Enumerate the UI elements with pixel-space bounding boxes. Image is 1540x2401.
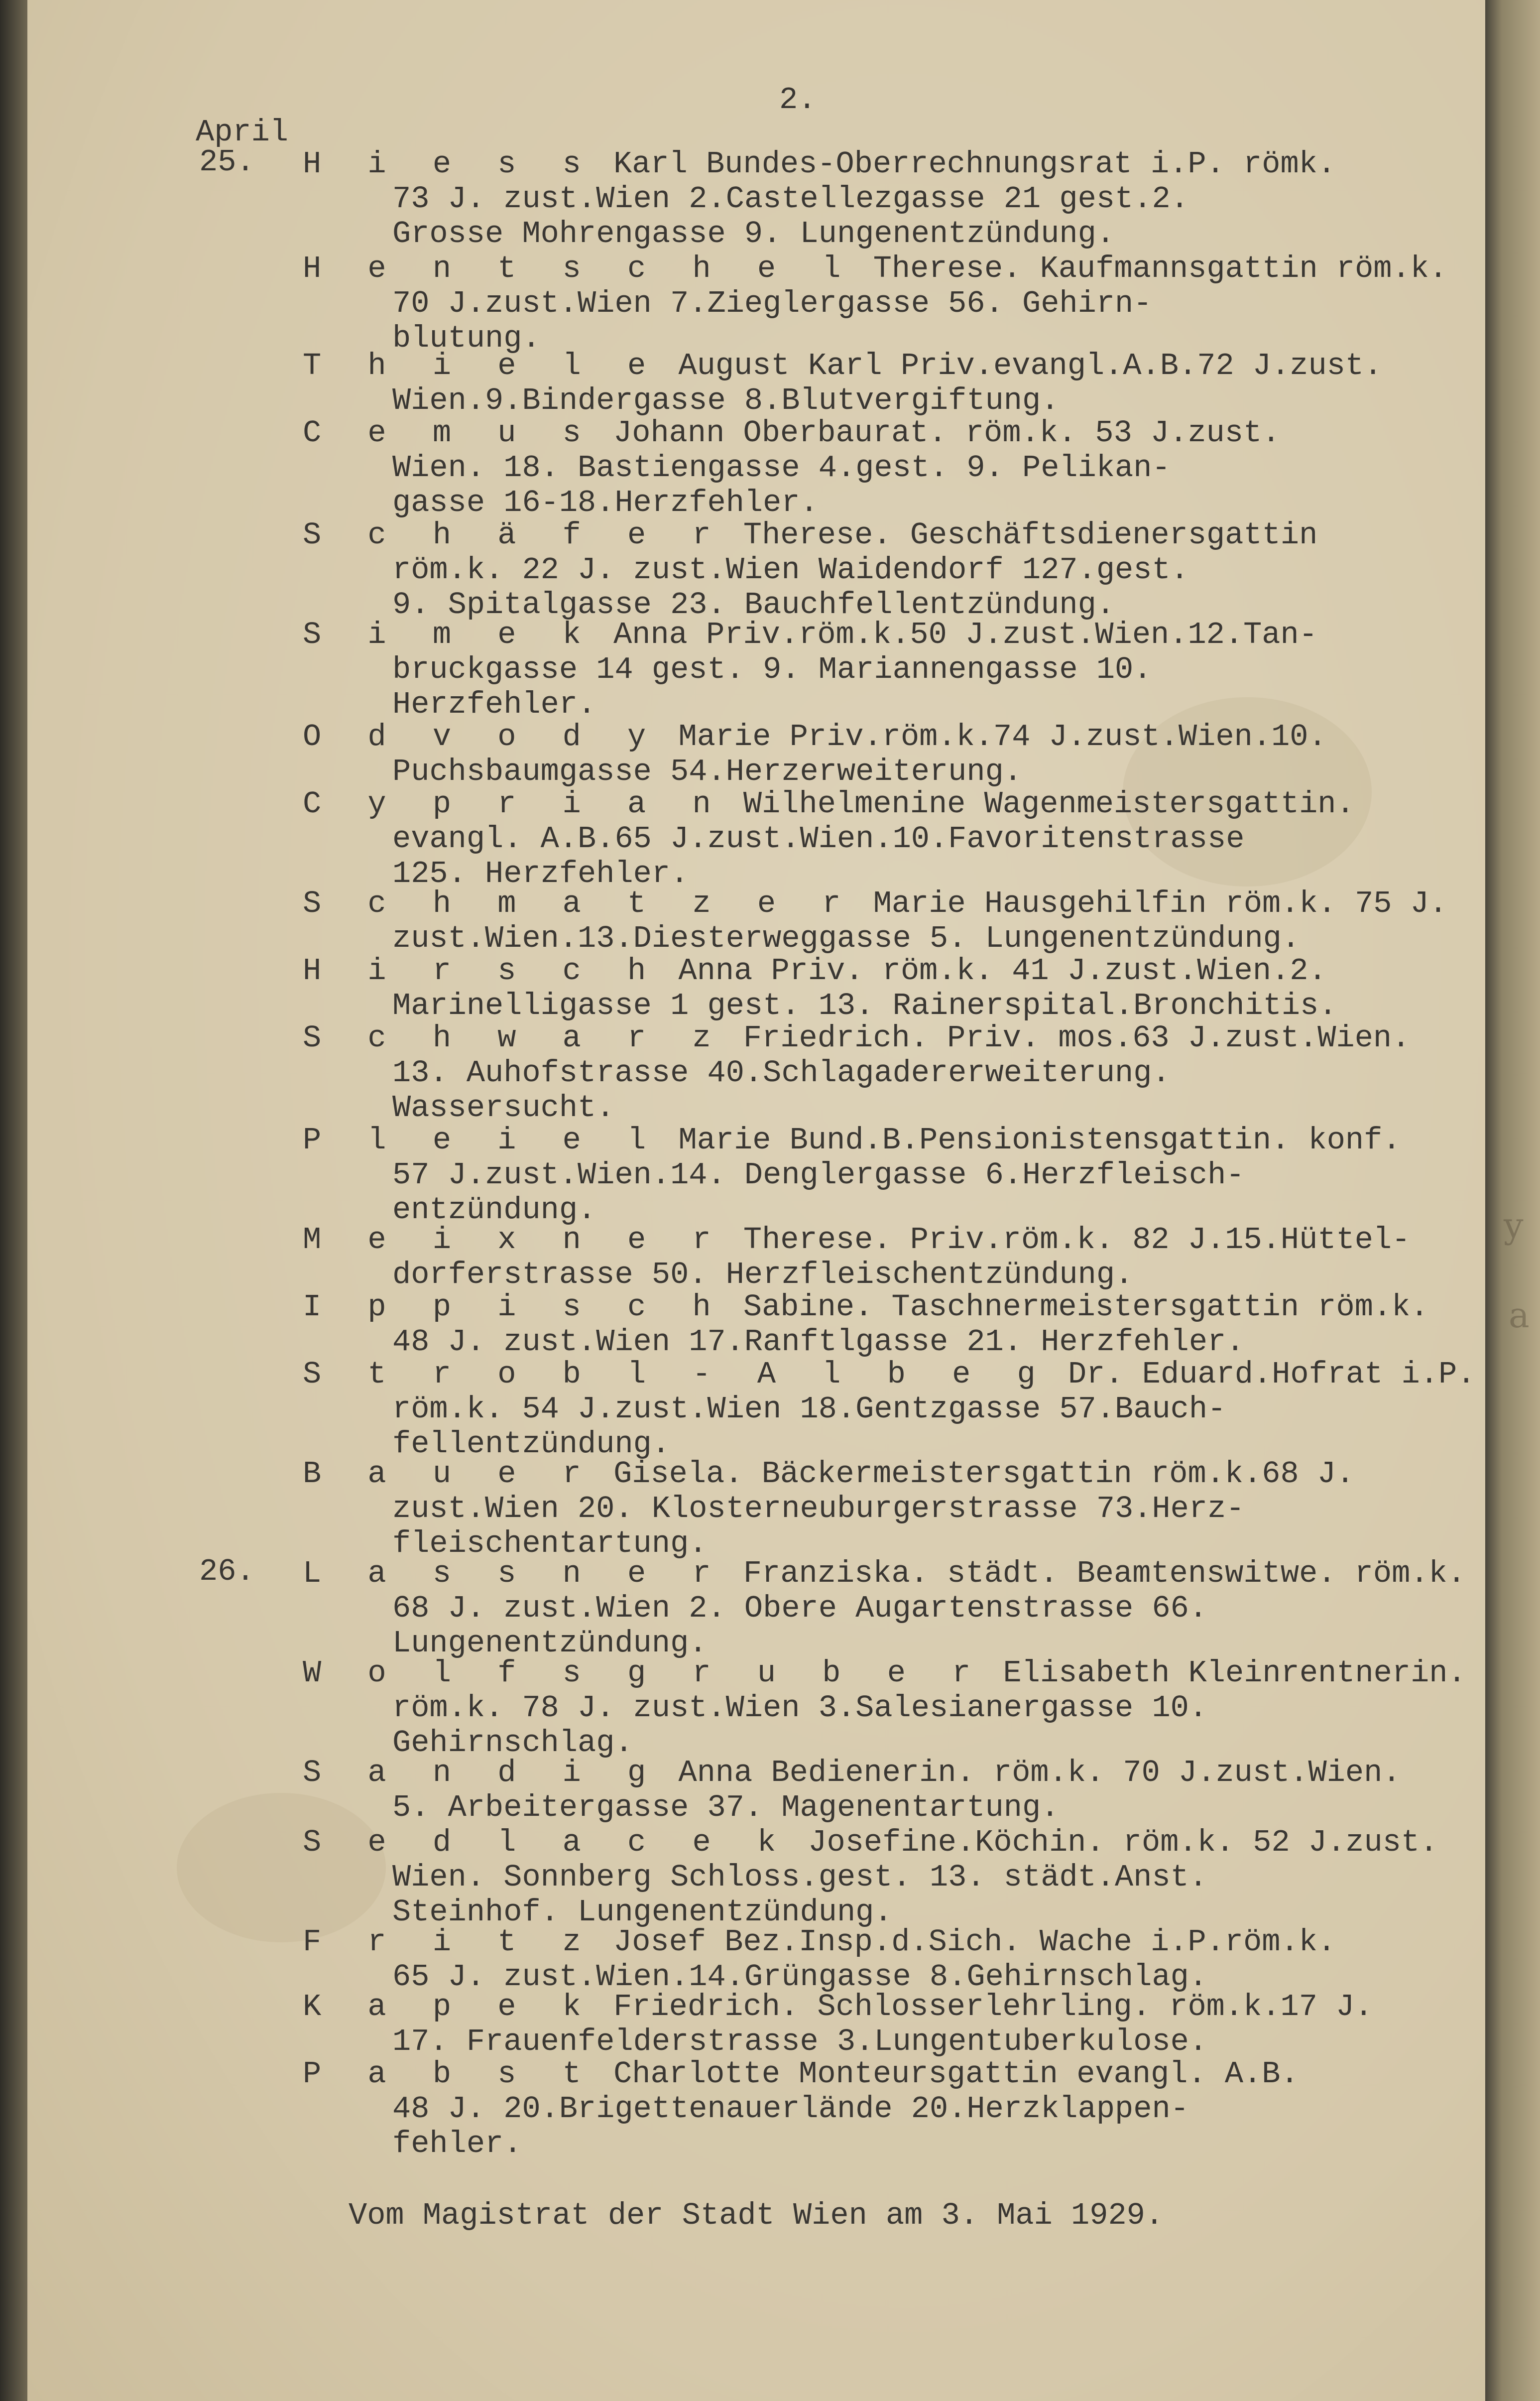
entry-continuation-line: röm.k. 22 J. zust.Wien Waidendorf 127.gest. (392, 552, 1189, 588)
entry-details: Friedrich. Priv. mos.63 J.zust.Wien. (724, 1020, 1411, 1056)
entry-details: Karl Bundes-Oberrechnungsrat i.P. römk. (594, 146, 1336, 182)
entry-surname: M e i x n e r (303, 1222, 725, 1258)
entry-first-line (303, 2057, 1299, 2092)
entry-details: Therese. Kaufmannsgattin röm.k. (854, 251, 1448, 286)
register-entry (303, 2057, 1299, 2161)
entry-continuation-line: 48 J. 20.Brigettenauerlände 20.Herzklappen- (392, 2091, 1189, 2127)
entry-first-line (303, 1357, 1476, 1392)
entry-continuation-line: Wien.9.Bindergasse 8.Blutvergiftung. (392, 383, 1060, 418)
entry-continuation-line: 13. Auhofstrasse 40.Schlagadererweiterung. (392, 1055, 1171, 1091)
adjacent-page-edge (1485, 0, 1540, 2401)
register-entry (303, 518, 1317, 623)
register-entry (303, 147, 1336, 252)
entry-continuation-line: evangl. A.B.65 J.zust.Wien.10.Favoritenstrasse (392, 821, 1245, 857)
entry-surname: P l e i e l (303, 1123, 660, 1158)
entry-continuation-line: 57 J.zust.Wien.14. Denglergasse 6.Herzfleisch- (392, 1157, 1245, 1193)
entry-continuation-line: zust.Wien.13.Diesterweggasse 5. Lungenentzündung. (392, 921, 1301, 956)
register-entry (303, 1825, 1438, 1930)
register-entry (303, 252, 1447, 356)
entry-first-line (303, 1825, 1438, 1860)
entry-details: Anna Priv. röm.k. 41 J.zust.Wien.2. (660, 953, 1327, 989)
register-entry (303, 1021, 1410, 1126)
entry-continuation-line: zust.Wien 20. Klosterneuburgerstrasse 73.Herz- (392, 1491, 1245, 1526)
register-entry (303, 1457, 1354, 1561)
register-entry (303, 1123, 1401, 1228)
page-number: 2. (779, 82, 817, 118)
entry-first-line (303, 252, 1447, 286)
entry-first-line (303, 349, 1382, 383)
entry-details: Anna Bedienerin. röm.k. 70 J.zust.Wien. (660, 1755, 1401, 1790)
register-entry (303, 886, 1447, 956)
entry-details: Therese. Geschäftsdienersgattin (724, 517, 1318, 553)
entry-details: Wilhelmenine Wagenmeistersgattin. (724, 786, 1355, 822)
entry-details: Elisabeth Kleinrentnerin. (984, 1655, 1466, 1691)
entry-first-line (303, 886, 1447, 921)
entry-surname: O d v o d y (303, 719, 660, 755)
entry-continuation-line: 9. Spitalgasse 23. Bauchfellentzündung. (392, 587, 1115, 623)
register-entry (303, 1290, 1429, 1360)
register-entry (303, 1656, 1466, 1761)
entry-details: August Karl Priv.evangl.A.B.72 J.zust. (660, 348, 1383, 383)
entry-continuation-line: Wien. 18. Bastiengasse 4.gest. 9. Pelikan- (392, 450, 1171, 486)
entry-first-line (303, 787, 1355, 822)
entry-surname: S t r o b l - A l b e g (303, 1357, 1050, 1392)
footer-signature-line: Vom Magistrat der Stadt Wien am 3. Mai 1929. (349, 2198, 1164, 2233)
date-label: 26. (199, 1554, 255, 1589)
entry-surname: T h i e l e (303, 348, 660, 383)
entry-continuation-line: 48 J. zust.Wien 17.Ranftlgasse 21. Herzfehler. (392, 1324, 1245, 1360)
entry-surname: S i m e k (303, 617, 595, 652)
entry-surname: S e d l a c e k (303, 1825, 790, 1860)
entry-continuation-line: 70 J.zust.Wien 7.Zieglergasse 56. Gehirn- (392, 286, 1152, 321)
register-entry (303, 787, 1355, 891)
entry-surname: S c h m a t z e r (303, 886, 855, 921)
entry-continuation-line: Puchsbaumgasse 54.Herzerweiterung. (392, 754, 1023, 789)
entry-first-line (303, 954, 1337, 989)
entry-surname: S c h w a r z (303, 1020, 725, 1056)
month-label: April (196, 115, 289, 150)
entry-details: Sabine. Taschnermeistersgattin röm.k. (724, 1289, 1429, 1325)
register-entry (303, 720, 1327, 789)
entry-continuation-line: Wien. Sonnberg Schloss.gest. 13. städt.Anst. (392, 1860, 1208, 1895)
entry-first-line (303, 1756, 1401, 1790)
scan-left-edge (0, 0, 27, 2401)
entry-details: Therese. Priv.röm.k. 82 J.15.Hüttel- (724, 1222, 1411, 1258)
entry-first-line (303, 1123, 1401, 1158)
entry-continuation-line: 125. Herzfehler. (392, 856, 689, 891)
entry-first-line (303, 618, 1317, 652)
entry-details: Gisela. Bäckermeistersgattin röm.k.68 J. (594, 1456, 1355, 1492)
margin-handwriting: a (1509, 1295, 1530, 1336)
date-label: 25. (199, 144, 255, 180)
entry-first-line (303, 147, 1336, 182)
entry-continuation-line: 73 J. zust.Wien 2.Castellezgasse 21 gest.2. (392, 181, 1189, 217)
entry-details: Johann Oberbaurat. röm.k. 53 J.zust. (594, 415, 1281, 451)
entry-continuation-line: dorferstrasse 50. Herzfleischentzündung. (392, 1257, 1134, 1292)
register-entry (303, 1357, 1476, 1462)
entry-details: Charlotte Monteursgattin evangl. A.B. (594, 2056, 1299, 2092)
entry-details: Josef Bez.Insp.d.Sich. Wache i.P.röm.k. (594, 1924, 1336, 1960)
entry-first-line (303, 720, 1327, 755)
register-entry (303, 954, 1337, 1023)
entry-surname: S a n d i g (303, 1755, 660, 1790)
entry-first-line (303, 1457, 1354, 1492)
entry-continuation-line: fleischentartung. (392, 1526, 708, 1561)
entry-continuation-line: gasse 16-18.Herzfehler. (392, 485, 819, 520)
entry-details: Dr. Eduard.Hofrat i.P. (1049, 1357, 1476, 1392)
register-entry (303, 349, 1382, 418)
entry-surname: H i e s s (303, 146, 595, 182)
entry-surname: H e n t s c h e l (303, 251, 855, 286)
entry-continuation-line: fellentzündung. (392, 1426, 671, 1462)
register-entry (303, 416, 1280, 520)
entry-continuation-line: Herzfehler. (392, 687, 596, 722)
entry-details: Friedrich. Schlosserlehrling. röm.k.17 J. (594, 1989, 1373, 2024)
entry-surname: B a u e r (303, 1456, 595, 1492)
entry-continuation-line: röm.k. 54 J.zust.Wien 18.Gentzgasse 57.Bauch- (392, 1391, 1226, 1427)
entry-surname: K a p e k (303, 1989, 595, 2024)
entry-continuation-line: Lungenentzündung. (392, 1626, 708, 1661)
entry-continuation-line: Steinhof. Lungenentzündung. (392, 1895, 893, 1930)
entry-continuation-line: 65 J. zust.Wien.14.Grüngasse 8.Gehirnschlag. (392, 1959, 1208, 1995)
register-entry (303, 1990, 1373, 2059)
entry-continuation-line: Marinelligasse 1 gest. 13. Rainerspital.Bronchitis. (392, 988, 1337, 1023)
entry-first-line (303, 1656, 1466, 1691)
register-entry (303, 1556, 1466, 1661)
entry-first-line (303, 1990, 1373, 2024)
entry-first-line (303, 1290, 1429, 1325)
entry-surname: S c h ä f e r (303, 517, 725, 553)
entry-continuation-line: fehler. (392, 2126, 522, 2161)
margin-handwriting: y (1504, 1205, 1524, 1246)
entry-surname: L a s s n e r (303, 1556, 725, 1591)
entry-first-line (303, 1223, 1410, 1258)
register-entry (303, 1925, 1336, 1995)
register-entry (303, 1223, 1410, 1292)
entry-continuation-line: entzündung. (392, 1192, 596, 1228)
entry-continuation-line: röm.k. 78 J. zust.Wien 3.Salesianergasse 10. (392, 1690, 1208, 1726)
entry-first-line (303, 518, 1317, 553)
entry-details: Marie Priv.röm.k.74 J.zust.Wien.10. (660, 719, 1327, 755)
entry-details: Anna Priv.röm.k.50 J.zust.Wien.12.Tan- (594, 617, 1317, 652)
entry-details: Josefine.Köchin. röm.k. 52 J.zust. (790, 1825, 1438, 1860)
entry-surname: I p p i s c h (303, 1289, 725, 1325)
entry-continuation-line: 17. Frauenfelderstrasse 3.Lungentuberkulose. (392, 2024, 1208, 2059)
entry-continuation-line: 68 J. zust.Wien 2. Obere Augartenstrasse 66. (392, 1591, 1208, 1626)
entry-continuation-line: 5. Arbeitergasse 37. Magenentartung. (392, 1790, 1060, 1825)
entry-surname: C e m u s (303, 415, 595, 451)
entry-details: Marie Bund.B.Pensionistensgattin. konf. (660, 1123, 1401, 1158)
entry-first-line (303, 1021, 1410, 1056)
entry-surname: P a b s t (303, 2056, 595, 2092)
entry-continuation-line: blutung. (392, 321, 541, 356)
register-entry (303, 618, 1317, 722)
entry-surname: H i r s c h (303, 953, 660, 989)
entry-surname: C y p r i a n (303, 786, 725, 822)
entry-first-line (303, 1556, 1466, 1591)
entry-first-line (303, 416, 1280, 451)
entry-details: Franziska. städt. Beamtenswitwe. röm.k. (724, 1556, 1466, 1591)
entry-details: Marie Hausgehilfin röm.k. 75 J. (854, 886, 1448, 921)
entry-continuation-line: bruckgasse 14 gest. 9. Mariannengasse 10. (392, 652, 1152, 687)
entry-surname: F r i t z (303, 1924, 595, 1960)
entry-continuation-line: Grosse Mohrengasse 9. Lungenentzündung. (392, 216, 1115, 252)
entry-continuation-line: Gehirnschlag. (392, 1725, 633, 1761)
entry-continuation-line: Wassersucht. (392, 1090, 615, 1126)
register-entry (303, 1756, 1401, 1825)
entry-surname: W o l f s g r u b e r (303, 1655, 985, 1691)
entry-first-line (303, 1925, 1336, 1960)
